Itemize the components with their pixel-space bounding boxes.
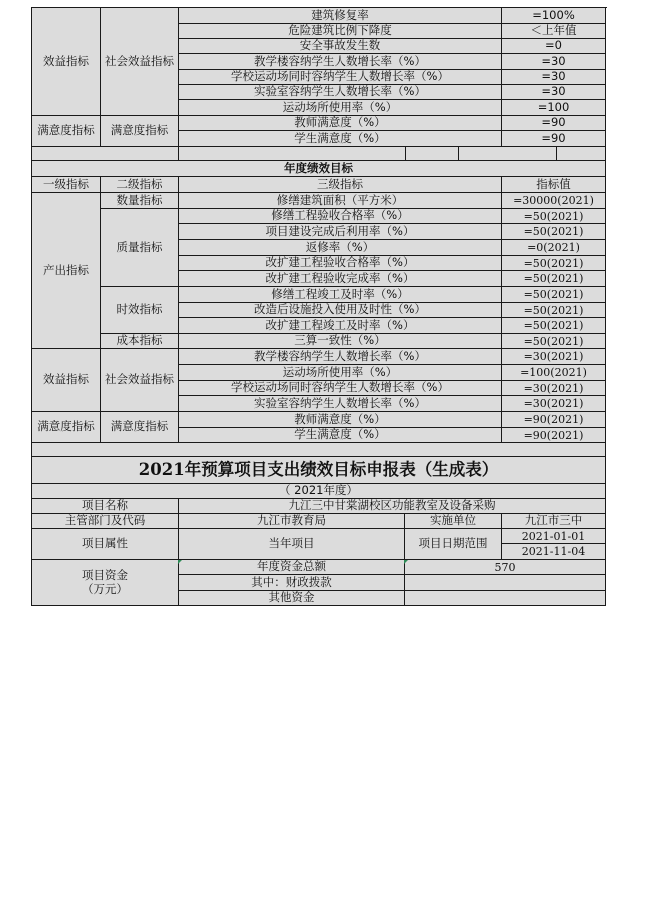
funds-total-label: [178, 560, 404, 575]
header-level2: [100, 177, 178, 193]
funds-total-value: [404, 560, 606, 575]
impl-value-text: 九江市三中: [524, 514, 583, 528]
date-start: [501, 529, 606, 544]
annual-value: [501, 349, 606, 365]
annual-indicator: [178, 224, 501, 240]
impl-label: [404, 514, 501, 529]
annual-value: [501, 209, 606, 224]
annual-indicator-text: 修缮工程竣工及时率（%）: [271, 287, 409, 301]
header-value-text: 指标值: [536, 177, 571, 191]
part1-indicator-text: 安全事故发生数: [299, 39, 381, 53]
annual-indicator-text: 改扩建工程竣工及时率（%）: [265, 318, 415, 332]
annual-quantity-l2: [100, 193, 178, 209]
part1-indicator: [178, 54, 501, 70]
part1-satisfaction-l1-text: 满意度指标: [37, 123, 95, 138]
annual-value-text: =50(2021): [523, 288, 584, 301]
header-level2-text: 二级指标: [116, 177, 163, 191]
header-level3-text: 三级指标: [317, 177, 363, 191]
annual-indicator-text: 修缮工程验收合格率（%）: [271, 209, 409, 223]
part1-benefit-l1: [31, 8, 100, 116]
spacer-row-2: [31, 443, 606, 457]
funds-total-label-text: 年度资金总额: [257, 560, 326, 574]
part1-value-text: =90: [541, 131, 566, 145]
funds-total-value-text: 570: [494, 560, 516, 574]
cell-marker: [178, 560, 182, 564]
annual-indicator: [178, 396, 501, 412]
part1-indicator-text: 学生满意度（%）: [294, 131, 386, 145]
part1-value: [501, 85, 606, 100]
part1-benefit-l1-text: 效益指标: [43, 53, 89, 68]
part1-indicator: [178, 39, 501, 54]
date-start-text: 2021-01-01: [521, 529, 586, 543]
part1-indicator-text: 运动场所使用率（%）: [282, 100, 398, 114]
annual-social-l2-text: 社会效益指标: [105, 372, 174, 387]
impl-label-text: 实施单位: [430, 514, 476, 528]
annual-indicator-text: 改造后设施投入使用及时性（%）: [254, 303, 426, 317]
part1-value: [501, 24, 606, 39]
annual-quantity-l2-text: 数量指标: [116, 193, 163, 207]
funds-label: [31, 560, 178, 606]
annual-satisfaction-l2: [100, 412, 178, 443]
form-year-text: （ 2021年度）: [279, 484, 358, 498]
part1-satisfaction-l1: [31, 116, 100, 147]
dept-value: [178, 514, 404, 529]
annual-value: [501, 256, 606, 271]
annual-indicator-text: 项目建设完成后利用率（%）: [265, 224, 415, 238]
header-level1: [31, 177, 100, 193]
header-level1-text: 一级指标: [43, 177, 89, 191]
part1-value-text: =30: [541, 85, 566, 99]
annual-output-l1-text: 产出指标: [43, 262, 89, 277]
annual-value-text: =30(2021): [523, 350, 584, 363]
annual-value: [501, 193, 606, 209]
annual-value-text: =50(2021): [523, 319, 584, 332]
project-name-label: [31, 499, 178, 514]
part1-value-text: =100%: [532, 8, 575, 22]
part1-satisfaction-l2: [100, 116, 178, 147]
annual-value: [501, 412, 606, 428]
spacer-divider: [458, 147, 459, 161]
annual-indicator: [178, 287, 501, 303]
part1-indicator: [178, 85, 501, 100]
part1-indicator-text: 教师满意度（%）: [294, 116, 386, 130]
funds-fiscal-value: [404, 575, 606, 591]
spacer-divider: [556, 147, 557, 161]
date-end: [501, 544, 606, 560]
part1-indicator: [178, 131, 501, 147]
annual-value-text: =50(2021): [523, 303, 584, 317]
annual-value: [501, 396, 606, 412]
form-year: [31, 484, 606, 499]
annual-value-text: =50(2021): [523, 209, 584, 223]
attr-label-text: 项目属性: [82, 536, 128, 551]
annual-output-l1: [31, 193, 100, 349]
date-end-text: 2021-11-04: [521, 545, 586, 558]
part1-satisfaction-l2-text: 满意度指标: [110, 123, 169, 138]
annual-indicator-text: 返修率（%）: [305, 240, 375, 254]
header-level3: [178, 177, 501, 193]
part1-value: [501, 8, 606, 24]
annual-value-text: =50(2021): [523, 225, 584, 238]
annual-indicator-text: 学生满意度（%）: [294, 428, 386, 442]
annual-value: [501, 381, 606, 396]
annual-indicator: [178, 240, 501, 256]
part1-benefit-l2: [100, 8, 178, 116]
annual-value-text: =30(2021): [523, 397, 584, 410]
annual-satisfaction-l1-text: 满意度指标: [37, 419, 95, 434]
annual-indicator-text: 改扩建工程验收合格率（%）: [265, 256, 415, 270]
dept-label: [31, 514, 178, 529]
annual-value-text: =50(2021): [523, 334, 584, 348]
annual-quality-l2-text: 质量指标: [116, 239, 163, 254]
annual-indicator-text: 修缮建筑面积（平方米）: [276, 193, 404, 207]
annual-indicator-text: 教师满意度（%）: [294, 412, 386, 426]
dept-label-text: 主管部门及代码: [64, 514, 146, 528]
part1-value: [501, 39, 606, 54]
annual-indicator: [178, 381, 501, 396]
project-name-label-text: 项目名称: [82, 499, 128, 513]
annual-value: [501, 240, 606, 256]
part1-value: [501, 100, 606, 116]
part1-indicator: [178, 70, 501, 85]
annual-quality-l2: [100, 209, 178, 287]
annual-benefit-l1-text: 效益指标: [43, 372, 89, 387]
attr-value-text: 当年项目: [268, 536, 315, 551]
part1-indicator-text: 教学楼容纳学生人数增长率（%）: [254, 54, 426, 68]
part1-value-text: ＜上年值: [530, 24, 577, 38]
annual-value-text: =50(2021): [523, 272, 584, 285]
annual-indicator: [178, 256, 501, 271]
annual-indicator: [178, 365, 501, 381]
annual-value-text: =30000(2021): [513, 194, 594, 207]
part1-indicator: [178, 116, 501, 131]
form-title-text: 2021年预算项目支出绩效目标申报表（生成表）: [138, 459, 499, 479]
part1-indicator: [178, 8, 501, 24]
annual-indicator-text: 运动场所使用率（%）: [282, 365, 398, 379]
part1-value: [501, 54, 606, 70]
annual-cost-l2: [100, 334, 178, 349]
funds-fiscal-label-text: 其中：财政拨款: [251, 575, 332, 589]
part1-indicator-text: 学校运动场同时容纳学生人数增长率（%）: [231, 70, 449, 84]
part1-indicator: [178, 24, 501, 39]
annual-indicator: [178, 271, 501, 287]
annual-value-text: =90(2021): [523, 413, 584, 426]
part1-indicator-text: 建筑修复率: [311, 8, 369, 22]
part1-value-text: =100: [537, 100, 570, 114]
annual-value: [501, 365, 606, 381]
annual-value-text: =50(2021): [523, 256, 584, 270]
annual-indicator: [178, 412, 501, 428]
annual-value-text: =100(2021): [520, 366, 587, 379]
part1-value: [501, 116, 606, 131]
annual-value: [501, 303, 606, 318]
project-name-value-text: 九江三中甘棠湖校区功能教室及设备采购: [288, 499, 496, 513]
annual-indicator: [178, 318, 501, 334]
annual-value: [501, 271, 606, 287]
part1-indicator-text: 实验室容纳学生人数增长率（%）: [254, 85, 426, 99]
annual-benefit-l1: [31, 349, 100, 412]
funds-other-value: [404, 591, 606, 606]
part1-value: [501, 131, 606, 147]
annual-cost-l2-text: 成本指标: [116, 334, 163, 348]
part1-value: [501, 70, 606, 85]
annual-indicator: [178, 303, 501, 318]
annual-indicator: [178, 428, 501, 443]
part1-value-text: =0: [545, 39, 562, 53]
part1-benefit-l2-text: 社会效益指标: [105, 53, 174, 68]
form-title: [31, 457, 606, 484]
top-rule: [31, 7, 607, 8]
part1-indicator-text: 危险建筑比例下降度: [288, 24, 392, 38]
funds-unit-text: （万元）: [82, 582, 128, 596]
annual-value: [501, 287, 606, 303]
dept-value-text: 九江市教育局: [257, 514, 326, 528]
annual-heading: [31, 161, 606, 177]
funds-other-label: [178, 591, 404, 606]
attr-label: [31, 529, 178, 560]
funds-label-text: 项目资金: [82, 567, 128, 582]
spacer-divider: [405, 147, 406, 161]
part1-value-text: =30: [541, 54, 566, 68]
spacer-row: [31, 147, 606, 161]
spacer-divider: [178, 147, 179, 161]
annual-timeliness-l2-text: 时效指标: [116, 302, 163, 317]
annual-indicator-text: 改扩建工程验收完成率（%）: [265, 271, 415, 285]
funds-other-label-text: 其他资金: [268, 591, 315, 605]
annual-satisfaction-l2-text: 满意度指标: [110, 419, 169, 434]
annual-value: [501, 318, 606, 334]
annual-indicator-text: 学校运动场同时容纳学生人数增长率（%）: [231, 381, 449, 395]
annual-indicator: [178, 209, 501, 224]
annual-social-l2: [100, 349, 178, 412]
cell-marker: [404, 560, 408, 564]
annual-timeliness-l2: [100, 287, 178, 334]
annual-value-text: =0(2021): [527, 241, 580, 254]
impl-value: [501, 514, 606, 529]
annual-indicator: [178, 193, 501, 209]
annual-indicator-text: 实验室容纳学生人数增长率（%）: [254, 396, 426, 410]
annual-value: [501, 224, 606, 240]
date-label-text: 项目日期范围: [418, 536, 488, 551]
attr-value: [178, 529, 404, 560]
annual-value: [501, 428, 606, 443]
annual-indicator-text: 三算一致性（%）: [294, 334, 386, 348]
annual-indicator: [178, 349, 501, 365]
part1-indicator: [178, 100, 501, 116]
project-name-value: [178, 499, 606, 514]
funds-fiscal-label: [178, 575, 404, 591]
part1-value-text: =90: [541, 116, 566, 130]
annual-value-text: =90(2021): [523, 428, 584, 442]
annual-satisfaction-l1: [31, 412, 100, 443]
annual-indicator: [178, 334, 501, 349]
annual-indicator-text: 教学楼容纳学生人数增长率（%）: [254, 349, 426, 363]
date-label: [404, 529, 501, 560]
annual-value: [501, 334, 606, 349]
header-value: [501, 177, 606, 193]
annual-value-text: =30(2021): [523, 381, 584, 395]
part1-value-text: =30: [541, 70, 566, 84]
annual-heading-text: 年度绩效目标: [284, 161, 353, 175]
